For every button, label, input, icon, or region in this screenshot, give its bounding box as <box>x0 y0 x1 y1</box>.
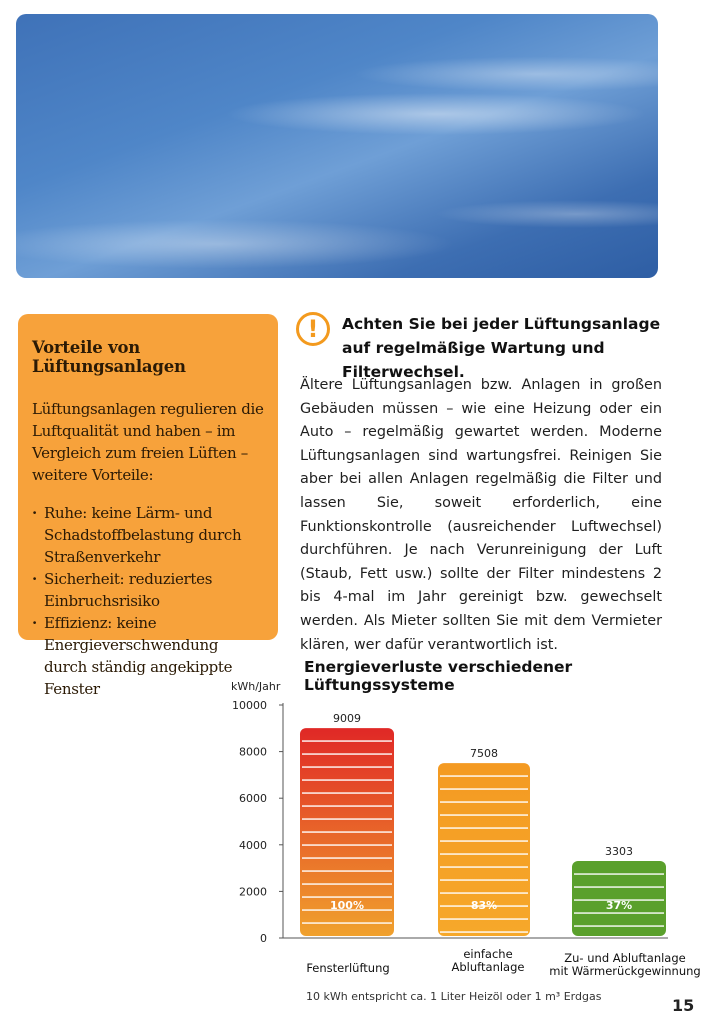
x-category-label: Zu- und Abluftanlage <box>564 951 686 965</box>
y-tick-label: 0 <box>260 932 267 945</box>
page-number: 15 <box>672 996 695 1015</box>
chart-title: Energieverluste verschiedener Lüftungssysteme <box>304 658 573 694</box>
bar-percent-label: 100% <box>330 899 364 912</box>
maintenance-warning: Achten Sie bei jeder Lüftungsanlage auf regelmäßige Wartung und Filterwechsel. <box>342 315 661 381</box>
bar-value-label: 3303 <box>605 845 633 859</box>
advantages-intro: Lüftungsanlagen regulieren die Luftqualität und haben – im Vergleich zum freien Lüften – weitere Vorteile: <box>32 400 264 484</box>
exclamation-circle-icon: ! <box>296 312 330 346</box>
advantages-title: Vorteile von Lüftungsanlagen <box>32 338 186 376</box>
y-tick-label: 2000 <box>239 885 267 899</box>
bar-value-label: 7508 <box>470 747 498 761</box>
bar-percent-label: 83% <box>470 899 498 912</box>
advantage-item: · Effizienz: keine Energieverschwendung durch ständig angekippte Fenster <box>32 612 264 700</box>
y-axis-label: kWh/Jahr <box>231 680 281 693</box>
body-paragraph: Ältere Lüftungsanlagen bzw. Anlagen in großen Gebäuden müssen – wie eine Heizung oder ein Auto – regelmäßig gewartet werden. Moderne Lüftungsanlagen sind wartungsfrei. Reinigen Sie aber bei allen Anlagen regelmäßig die Filter und lassen Sie, soweit erforderlich, eine Funktionskontrolle (ausreichender Luftwechsel) durchführen. Je nach Verunreinigung der Luft (Staub, Fett usw.) sollte der Filter mindestens 2 bis 4-mal im Jahr gereinigt bzw. gewechselt werden. Als Mieter sollten Sie mit dem Vermieter klären, wer dafür verantwortlich ist. <box>300 377 662 653</box>
x-category-label: mit Wärmerückgewinnung <box>549 964 701 978</box>
bar-percent-label: 37% <box>605 899 633 912</box>
y-tick-label: 10000 <box>232 699 267 712</box>
y-tick-label: 4000 <box>239 838 267 852</box>
footnote: 10 kWh entspricht ca. 1 Liter Heizöl oder 1 m³ Erdgas <box>306 990 602 1003</box>
y-tick-label: 6000 <box>239 792 267 806</box>
x-category-label: Abluftanlage <box>451 960 525 974</box>
advantage-item: · Ruhe: keine Lärm- und Schadstoffbelastung durch Straßenverkehr <box>32 502 264 568</box>
x-category-label: Fensterlüftung <box>306 961 390 975</box>
x-category-label: einfache <box>463 947 513 961</box>
y-tick-label: 8000 <box>239 745 267 759</box>
advantage-item: · Sicherheit: reduziertes Einbruchsrisiko <box>32 568 264 612</box>
bar-value-label: 9009 <box>333 712 361 726</box>
